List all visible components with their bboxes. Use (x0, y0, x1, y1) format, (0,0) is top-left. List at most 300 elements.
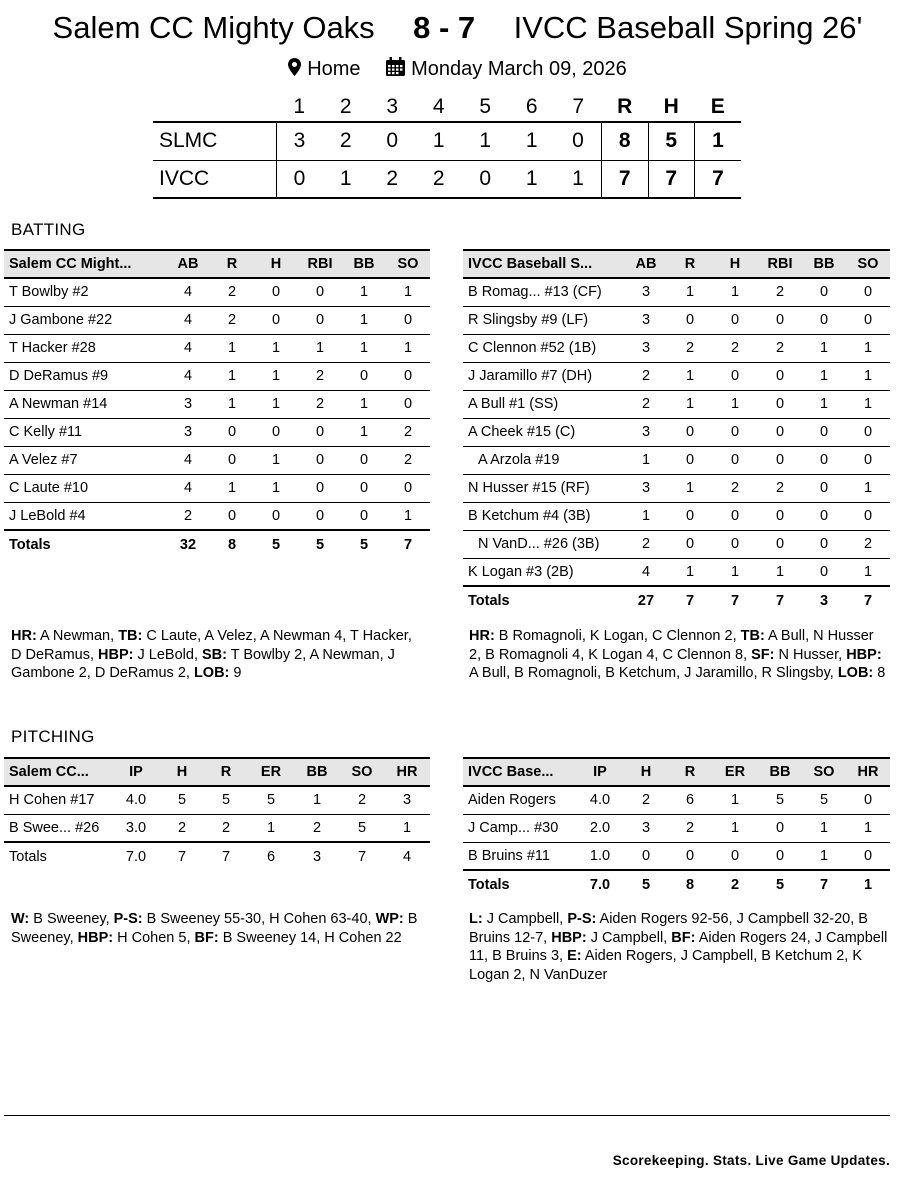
home-team-name: IVCC Baseball Spring 26' (513, 10, 863, 45)
stat-cell: 1 (266, 819, 276, 836)
date-label: Monday March 09, 2026 (411, 58, 627, 80)
stat-cell: 0 (668, 306, 712, 334)
stat-cell: 0 (386, 306, 430, 334)
stat-cell: 5 (758, 786, 802, 814)
note-label: HR: (469, 628, 495, 644)
column-header: H (160, 758, 204, 786)
column-header: RBI (298, 250, 342, 278)
note-text: H Cohen 5, (113, 929, 195, 946)
note-label: HR: (11, 628, 37, 644)
game-date (386, 57, 627, 82)
total-cell: 32 (166, 530, 210, 558)
stat-cell: 0 (846, 418, 890, 446)
inning-score: 1 (509, 160, 556, 198)
stat-cell: 2 (624, 390, 668, 418)
stat-cell: 6 (668, 786, 712, 814)
total-cell: 7 (802, 870, 846, 898)
player-name: J Gambone #22 (4, 306, 166, 334)
stat-cell: 0 (758, 390, 802, 418)
stat-cell: 0 (802, 446, 846, 474)
table-row (463, 362, 890, 390)
column-header: HR (846, 758, 890, 786)
column-header: IP (576, 758, 624, 786)
calendar-icon (386, 57, 411, 82)
total-hits: 5 (648, 122, 695, 160)
stat-cell: 4 (166, 278, 210, 306)
note-label: P-S: (113, 911, 143, 927)
total-cell: 7 (204, 842, 248, 870)
stat-cell: 0 (712, 530, 758, 558)
table-row (463, 558, 890, 586)
home-pitching-rows (463, 786, 890, 898)
runs-header: R (617, 94, 633, 118)
table-row (4, 814, 430, 842)
note-label: BF: (194, 929, 219, 946)
table-row (463, 446, 890, 474)
total-cell: 7.0 (576, 870, 624, 898)
linescore-header-team (153, 92, 276, 122)
stat-cell: 5 (357, 819, 367, 836)
total-cell: 7 (160, 842, 204, 870)
inning-header: 5 (479, 94, 492, 118)
stat-cell: 0 (254, 418, 298, 446)
note-label: W: (11, 911, 30, 927)
errors-header: E (710, 94, 725, 118)
stat-cell: 1 (342, 278, 386, 306)
stat-cell: 0 (712, 306, 758, 334)
total-cell: 1 (846, 870, 890, 898)
stat-cell: 2 (712, 334, 758, 362)
stat-cell: 1 (668, 278, 712, 306)
away-batting-table (4, 249, 430, 558)
stat-cell: 0 (712, 362, 758, 390)
linescore-header-row (153, 92, 741, 122)
table-row (463, 786, 890, 814)
totals-row (4, 530, 430, 558)
linescore-row-away (153, 122, 741, 160)
stat-cell: 0 (271, 507, 281, 524)
stat-cell: 2 (298, 362, 342, 390)
total-runs: 7 (602, 160, 649, 198)
note-text: B Sweeney, (29, 911, 114, 927)
note-text: B Sweeney 55-30, H Cohen 63-40, (142, 911, 376, 927)
stat-cell: 2.0 (576, 814, 624, 842)
stat-cell: 1 (712, 786, 758, 814)
player-name: B Ketchum #4 (3B) (463, 502, 624, 530)
stat-cell: 0 (758, 418, 802, 446)
table-row (4, 334, 430, 362)
table-row (463, 814, 890, 842)
stat-cell: 5 (248, 786, 294, 814)
column-header: BB (294, 758, 340, 786)
note-text: 8 (873, 665, 886, 681)
stat-cell: 1 (298, 334, 342, 362)
table-row (4, 278, 430, 306)
stat-cell: 1 (730, 563, 740, 580)
total-cell: 3 (802, 586, 846, 614)
column-header: SO (386, 250, 430, 278)
player-name: Aiden Rogers (463, 786, 576, 814)
note-text: A Newman, (36, 628, 119, 644)
inning-header: 7 (572, 94, 585, 118)
home-batting-notes (469, 627, 889, 683)
note-text: J Campbell, (586, 929, 672, 946)
stat-cell: 3 (624, 814, 668, 842)
inning-score: 2 (369, 160, 416, 198)
total-hits: 7 (648, 160, 695, 198)
stat-cell: 1 (294, 786, 340, 814)
stat-cell: 2 (624, 362, 668, 390)
inning-score: 2 (416, 160, 463, 198)
away-batting-notes (11, 627, 421, 683)
stat-cell: 2 (712, 474, 758, 502)
table-row (4, 786, 430, 814)
stat-cell: 1 (210, 390, 254, 418)
note-label: TB: (118, 628, 143, 644)
map-pin-icon (288, 58, 307, 82)
stat-cell: 0 (863, 847, 873, 864)
note-text: A Bull, B Romagnoli, B Ketchum, J Jaramillo, R Slingsby, (469, 646, 885, 681)
note-text: N Husser, (774, 646, 847, 663)
table-team-header: IVCC Baseball S... (463, 250, 624, 278)
column-header: H (624, 758, 668, 786)
stat-cell: 2 (846, 530, 890, 558)
player-name: J Camp... #30 (463, 814, 576, 842)
note-text: J Campbell, (482, 911, 568, 927)
table-row (463, 278, 890, 306)
column-header: R (204, 758, 248, 786)
stat-cell: 2 (758, 474, 802, 502)
inning-score: 2 (323, 122, 370, 160)
game-location (288, 58, 360, 82)
inning-score: 1 (416, 122, 463, 160)
footer-divider (4, 1115, 890, 1116)
totals-row (463, 870, 890, 898)
stat-cell: 4 (166, 334, 210, 362)
stat-cell: 1 (819, 847, 829, 864)
column-header: AB (166, 250, 210, 278)
game-info (0, 57, 915, 82)
table-row (4, 362, 430, 390)
stat-cell: 1 (802, 390, 846, 418)
table-row (4, 474, 430, 502)
stat-cell: 1 (210, 362, 254, 390)
stat-cell: 1 (668, 390, 712, 418)
table-row (463, 390, 890, 418)
note-label: TB: (740, 628, 765, 644)
table-header-row (463, 758, 890, 786)
player-name: N VanD... #26 (3B) (463, 530, 624, 558)
note-text: B Sweeney 14, H Cohen 22 (218, 929, 402, 946)
stat-cell: 1 (802, 334, 846, 362)
stat-cell: 0 (227, 507, 237, 524)
stat-cell: 0 (758, 814, 802, 842)
total-cell: 6 (248, 842, 294, 870)
stat-cell: 0 (210, 446, 254, 474)
batting-section-title: BATTING (11, 220, 86, 239)
total-cell: 4 (384, 842, 430, 870)
stat-cell: 4 (166, 306, 210, 334)
player-name: J LeBold #4 (9, 507, 86, 524)
column-header: SO (802, 758, 846, 786)
note-label: L: (469, 911, 483, 927)
table-row (4, 418, 430, 446)
totals-label: Totals (463, 870, 576, 898)
totals-row (4, 842, 430, 870)
stat-cell: 0 (758, 362, 802, 390)
inning-score: 1 (323, 160, 370, 198)
stat-cell: 1 (846, 334, 890, 362)
away-batting-rows (4, 278, 430, 558)
column-header: R (210, 250, 254, 278)
linescore-team: IVCC (153, 160, 276, 198)
home-pitching-table (463, 757, 890, 898)
note-text: 9 (229, 665, 242, 681)
note-label: SF: (751, 646, 775, 663)
column-header: ER (248, 758, 294, 786)
table-row (4, 502, 430, 530)
stat-cell: 0 (386, 390, 430, 418)
column-header: RBI (758, 250, 802, 278)
stat-cell: 2 (221, 819, 231, 836)
stat-cell: 1 (846, 390, 890, 418)
linescore-table (153, 92, 741, 199)
table-row (463, 502, 890, 530)
stat-cell: 2 (668, 814, 712, 842)
player-name: A Cheek #15 (C) (463, 418, 624, 446)
player-name: K Logan #3 (2B) (468, 563, 574, 580)
stat-cell: 0 (758, 306, 802, 334)
stat-cell: 1 (254, 334, 298, 362)
footer-tagline: Scorekeeping. Stats. Live Game Updates. (612, 1153, 890, 1168)
stat-cell: 0 (712, 446, 758, 474)
stat-cell: 1 (802, 362, 846, 390)
stat-cell: 0 (668, 418, 712, 446)
stat-cell: 0 (668, 530, 712, 558)
note-label: HBP: (846, 646, 882, 663)
table-team-header: Salem CC... (4, 758, 112, 786)
stat-cell: 2 (312, 819, 322, 836)
total-errors: 7 (695, 160, 742, 198)
stat-cell: 1 (254, 390, 298, 418)
stat-cell: 0 (315, 507, 325, 524)
stat-cell: 0 (846, 786, 890, 814)
stat-cell: 0 (298, 418, 342, 446)
note-text: A Bull, N Husser 2, B Romagnoli 4, K Logan 4, C Clennon 8, (469, 628, 878, 663)
note-text: B Romagnoli, K Logan, C Clennon 2, (494, 628, 741, 644)
stat-cell: 0 (758, 502, 802, 530)
inning-score: 0 (276, 160, 323, 198)
column-header: IP (112, 758, 160, 786)
table-team-header: IVCC Base... (463, 758, 576, 786)
final-score: 8 - 7 (413, 10, 476, 45)
table-header-row (4, 758, 430, 786)
stat-cell: 1 (342, 390, 386, 418)
total-cell: 5 (342, 530, 386, 558)
linescore-team: SLMC (153, 122, 276, 160)
stat-cell: 0 (342, 474, 386, 502)
stat-cell: 4 (166, 474, 210, 502)
stat-cell: 1 (254, 474, 298, 502)
stat-cell: 0 (846, 306, 890, 334)
stat-cell: 1 (712, 814, 758, 842)
totals-row (463, 586, 890, 614)
home-batting-rows (463, 278, 890, 614)
away-team-name: Salem CC Mighty Oaks (52, 10, 375, 45)
stat-cell: 1 (210, 474, 254, 502)
note-label: LOB: (837, 665, 874, 681)
inning-score: 1 (462, 122, 509, 160)
total-cell: 5 (254, 530, 298, 558)
stat-cell: 0 (846, 278, 890, 306)
player-name: T Hacker #28 (4, 334, 166, 362)
stat-cell: 0 (298, 278, 342, 306)
stat-cell: 0 (712, 418, 758, 446)
player-name: C Kelly #11 (4, 418, 166, 446)
column-header: H (712, 250, 758, 278)
stat-cell: 1 (624, 446, 668, 474)
stat-cell: 0 (758, 530, 802, 558)
stat-cell: 1 (668, 474, 712, 502)
stat-cell: 1 (254, 362, 298, 390)
stat-cell: 0 (775, 847, 785, 864)
player-name: A Velez #7 (4, 446, 166, 474)
stat-cell: 2 (668, 334, 712, 362)
stat-cell: 1 (210, 334, 254, 362)
stat-cell: 0 (668, 446, 712, 474)
stat-cell: 0 (802, 502, 846, 530)
inning-header: 1 (293, 94, 306, 118)
table-row (463, 418, 890, 446)
stat-cell: 2 (183, 507, 193, 524)
inning-header: 3 (386, 94, 399, 118)
table-row (4, 306, 430, 334)
stat-cell: 4 (166, 362, 210, 390)
stat-cell: 1 (342, 418, 386, 446)
stat-cell: 5 (802, 786, 846, 814)
stat-cell: 1 (712, 390, 758, 418)
stat-cell: 0 (359, 507, 369, 524)
totals-label: Totals (4, 530, 166, 558)
column-header: HR (384, 758, 430, 786)
inning-score: 0 (462, 160, 509, 198)
stat-cell: 3 (384, 786, 430, 814)
total-cell: 7.0 (112, 842, 160, 870)
column-header: AB (624, 250, 668, 278)
player-name: A Bull #1 (SS) (463, 390, 624, 418)
table-header-row (463, 250, 890, 278)
stat-cell: 0 (298, 446, 342, 474)
total-cell: 27 (624, 586, 668, 614)
stat-cell: 1 (403, 507, 413, 524)
stat-cell: 0 (386, 362, 430, 390)
column-header: BB (758, 758, 802, 786)
note-label: LOB: (193, 665, 230, 681)
note-label: BF: (671, 929, 696, 946)
stat-cell: 3 (624, 278, 668, 306)
stat-cell: 4.0 (112, 786, 160, 814)
stat-cell: 2 (177, 819, 187, 836)
stat-cell: 1 (846, 814, 890, 842)
stat-cell: 1 (342, 306, 386, 334)
inning-score: 0 (555, 122, 602, 160)
pitching-section-title: PITCHING (11, 727, 95, 746)
note-text: T Bowlby 2, A Newman, J Gambone 2, D DeRamus 2, (11, 646, 399, 681)
inning-header: 4 (432, 94, 445, 118)
stat-cell: 0 (846, 446, 890, 474)
inning-header: 6 (525, 94, 538, 118)
stat-cell: 2 (386, 446, 430, 474)
inning-score: 0 (369, 122, 416, 160)
total-cell: 7 (712, 586, 758, 614)
note-label: SB: (202, 646, 227, 663)
stat-cell: 1 (846, 362, 890, 390)
stat-cell: 0 (802, 474, 846, 502)
stat-cell: 1 (386, 334, 430, 362)
stat-cell: 1 (342, 334, 386, 362)
player-name: T Bowlby #2 (4, 278, 166, 306)
note-label: E: (567, 948, 582, 964)
stat-cell: 0 (254, 278, 298, 306)
stat-cell: 0 (342, 446, 386, 474)
table-header-row (4, 250, 430, 278)
home-pitching-notes (469, 910, 892, 984)
note-label: WP: (375, 911, 404, 927)
stat-cell: 3 (166, 418, 210, 446)
stat-cell: 0 (802, 418, 846, 446)
player-name: R Slingsby #9 (LF) (463, 306, 624, 334)
inning-header: 2 (339, 94, 352, 118)
note-label: HBP: (551, 929, 587, 946)
player-name: C Clennon #52 (1B) (463, 334, 624, 362)
stat-cell: 3 (624, 418, 668, 446)
stat-cell: 0 (641, 847, 651, 864)
stat-cell: 0 (254, 306, 298, 334)
player-name: N Husser #15 (RF) (463, 474, 624, 502)
stat-cell: 1 (624, 502, 668, 530)
stat-cell: 4 (641, 563, 651, 580)
stat-cell: 0 (712, 502, 758, 530)
away-pitching-notes (11, 910, 431, 947)
stat-cell: 3 (624, 334, 668, 362)
stat-cell: 0 (802, 278, 846, 306)
total-cell: 7 (386, 530, 430, 558)
stat-cell: 0 (730, 847, 740, 864)
home-batting-table (463, 249, 890, 614)
location-label: Home (307, 58, 361, 80)
total-cell: 2 (712, 870, 758, 898)
stat-cell: 2 (298, 390, 342, 418)
stat-cell: 3 (624, 474, 668, 502)
total-cell: 7 (846, 586, 890, 614)
total-cell: 8 (210, 530, 254, 558)
stat-cell: 1 (668, 362, 712, 390)
stat-cell: 0 (802, 530, 846, 558)
stat-cell: 5 (204, 786, 248, 814)
total-cell: 7 (758, 586, 802, 614)
player-name: C Laute #10 (4, 474, 166, 502)
total-errors: 1 (695, 122, 742, 160)
away-pitching-table (4, 757, 430, 870)
column-header: SO (340, 758, 384, 786)
column-header: SO (846, 250, 890, 278)
stat-cell: 1 (712, 278, 758, 306)
stat-cell: 0 (342, 362, 386, 390)
player-name: A Newman #14 (4, 390, 166, 418)
table-row (463, 306, 890, 334)
player-name: B Swee... #26 (9, 819, 100, 836)
stat-cell: 2 (386, 418, 430, 446)
